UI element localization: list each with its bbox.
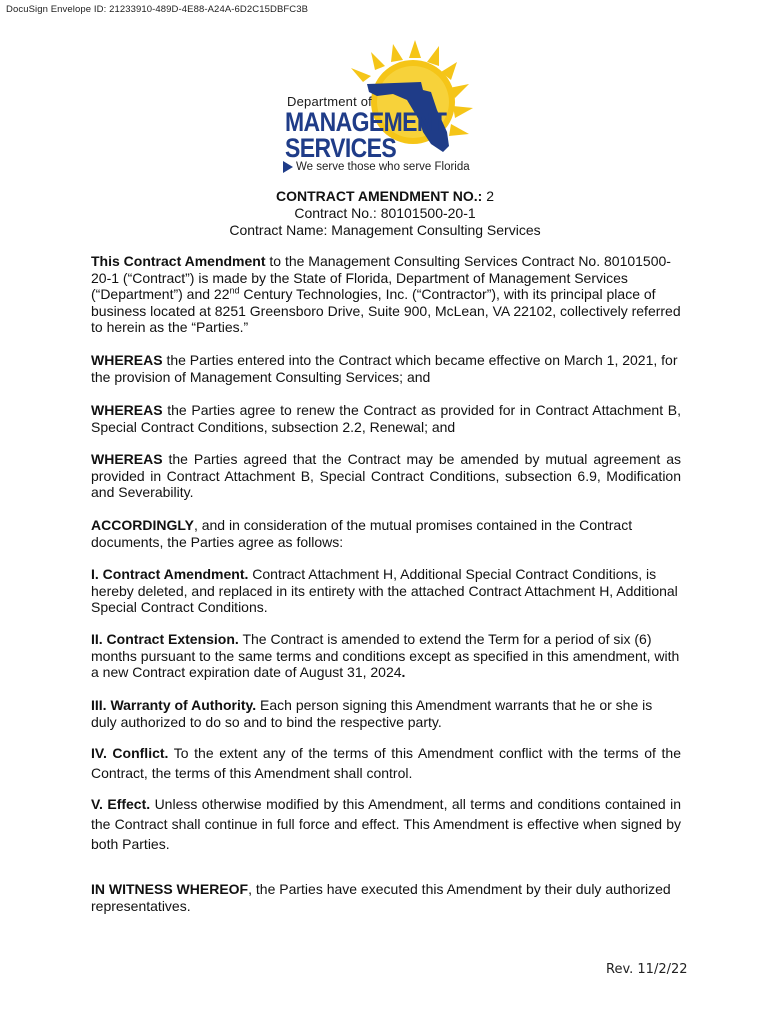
logo-dept-of: Department of <box>287 94 372 109</box>
section-warranty-of-authority: III. Warranty of Authority. Each person signing this Amendment warrants that he or she is duly authorized to do so and to bind the respective party. <box>91 697 653 730</box>
play-arrow-icon <box>283 161 293 173</box>
revision-label: Rev. 11/2/22 <box>606 962 688 977</box>
contract-number: Contract No.: 80101500-20-1 <box>294 205 476 221</box>
contract-name: Contract Name: Management Consulting Services <box>229 222 541 238</box>
section-contract-amendment: I. Contract Amendment. Contract Attachment H, Additional Special Contract Conditions, is hereby deleted, and replaced in its entirety with the attached Contract Attachment H, Additional Special Contract Conditions. <box>91 566 678 615</box>
whereas-paragraph-1: WHEREAS the Parties entered into the Contract which became effective on March 1, 2021, for the provision of Management Consulting Services; and <box>91 352 678 385</box>
intro-paragraph: This Contract Amendment to the Management Consulting Services Contract No. 80101500-20-1 (“Contract”) is made by the State of Florida, Department of Management Services (“Department”) and 22nd Century Technologies, Inc. (“Contractor”), with its principal place of business located at 8251 Greensboro Drive, Suite 900, McLean, VA 22102, collectively referred to herein as the “Parties.” <box>91 253 681 335</box>
accordingly-paragraph: ACCORDINGLY, and in consideration of the mutual promises contained in the Contract documents, the Parties agree as follows: <box>91 517 633 550</box>
whereas-paragraph-3: WHEREAS the Parties agreed that the Contract may be amended by mutual agreement as provided in Contract Attachment B, Special Contract Conditions, subsection 6.9, Modification and Severability. <box>91 451 681 500</box>
docusign-envelope-id: DocuSign Envelope ID: 21233910-489D-4E88-A24A-6D2C15DBFC3B <box>6 4 309 15</box>
amendment-title: CONTRACT AMENDMENT NO.: 2 <box>275 188 495 204</box>
whereas-paragraph-2: WHEREAS the Parties agree to renew the Contract as provided for in Contract Attachment B, Special Contract Conditions, subsection 2.2, Renewal; and <box>91 402 681 435</box>
logo-tagline: We serve those who serve Florida <box>296 161 470 173</box>
dms-logo <box>281 40 481 180</box>
section-effect: V. Effect. Unless otherwise modified by this Amendment, all terms and conditions contained in the Contract shall continue in full force and effect. This Amendment is effective when signed by both Parties. <box>91 796 681 852</box>
section-conflict: IV. Conflict. To the extent any of the terms of this Amendment conflict with the terms of the Contract, the terms of this Amendment shall control. <box>91 745 681 781</box>
section-contract-extension: II. Contract Extension. The Contract is amended to extend the Term for a period of six (6) months pursuant to the same terms and conditions except as specified in this amendment, with a new Contract expiration date of August 31, 2024. <box>91 631 680 680</box>
logo-tagline-row <box>283 161 470 173</box>
logo-services: SERVICES <box>285 133 397 163</box>
witness-paragraph: IN WITNESS WHEREOF, the Parties have executed this Amendment by their duly authorized representatives. <box>91 881 671 914</box>
logo-management: MANAGEMENT <box>285 107 447 137</box>
